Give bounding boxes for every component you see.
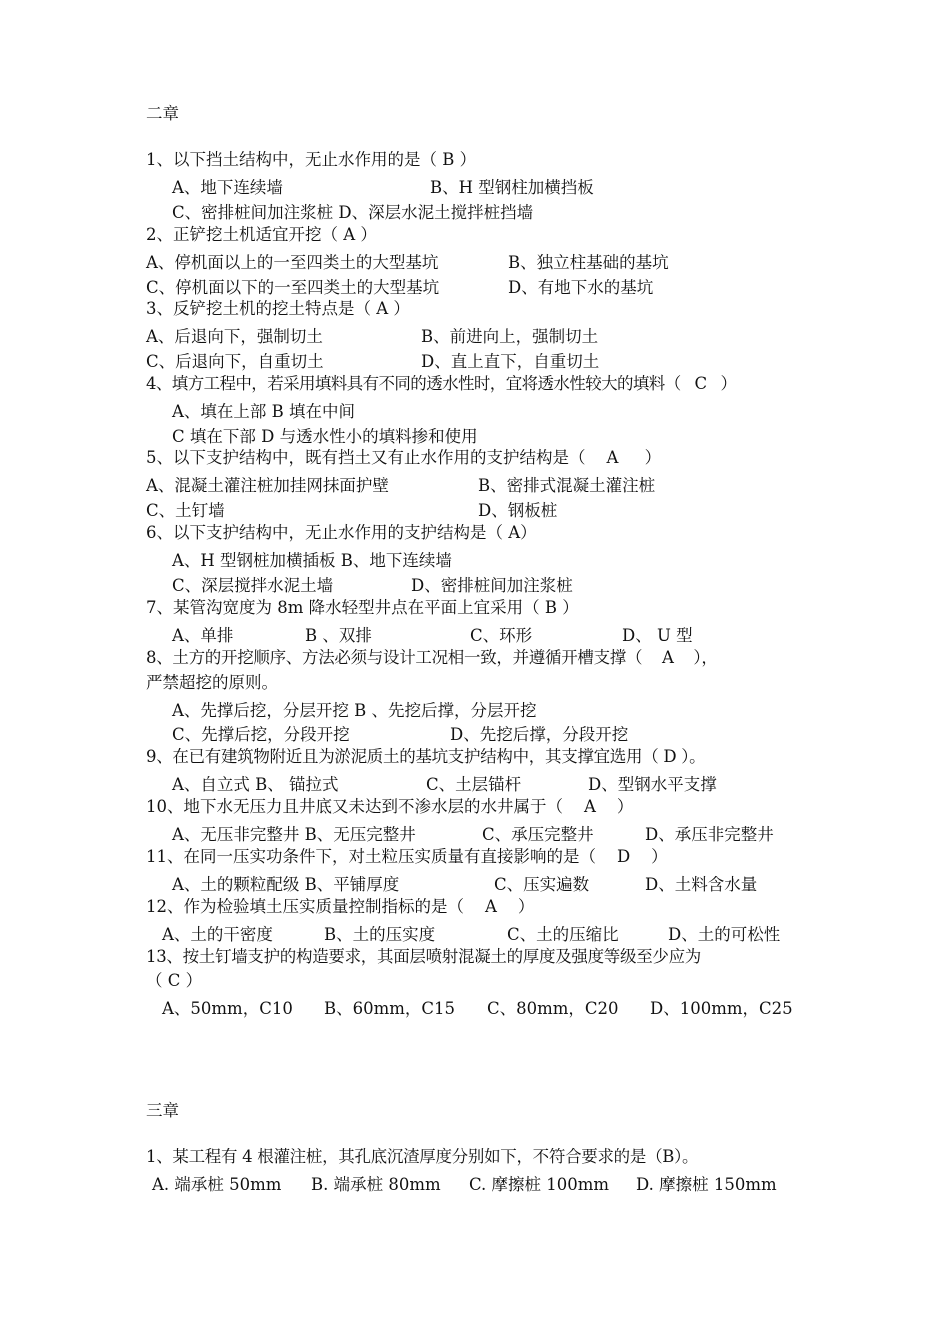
question-2-1-option-a: A、地下连续墙 bbox=[172, 178, 283, 197]
question-2-3-option-b: B、前进向上，强制切土 bbox=[421, 327, 599, 346]
chapter-2-heading: 二章 bbox=[146, 104, 179, 123]
question-2-8-option-ab: A、先撑后挖，分层开挖 B 、先挖后撑，分层开挖 bbox=[172, 701, 537, 720]
question-2-11-option-ab: A、土的颗粒配级 B、平铺厚度 bbox=[172, 875, 400, 894]
question-2-3-option-d: D、直上直下，自重切土 bbox=[421, 352, 600, 371]
question-2-10-option-ab: A、无压非完整井 B、无压完整井 bbox=[172, 825, 416, 844]
question-2-10-option-d: D、承压非完整井 bbox=[645, 825, 774, 844]
question-2-4-stem: 4、填方工程中，若采用填料具有不同的透水性时，宜将透水性较大的填料（ C ） bbox=[146, 374, 737, 393]
question-2-12-stem: 12、作为检验填土压实质量控制指标的是（ A ） bbox=[146, 897, 535, 916]
question-2-13-stem-continued: （ C ） bbox=[146, 971, 203, 990]
question-3-1-option-d: D. 摩擦桩 150mm bbox=[636, 1175, 777, 1194]
question-2-8-stem-continued: 严禁超挖的原则。 bbox=[146, 673, 278, 692]
question-2-4-option-cd: C 填在下部 D 与透水性小的填料掺和使用 bbox=[172, 427, 478, 446]
question-2-13-option-b: B、60mm，C15 bbox=[324, 999, 456, 1018]
question-2-13-option-d: D、100mm，C25 bbox=[650, 999, 793, 1018]
question-2-12-option-b: B、土的压实度 bbox=[324, 925, 436, 944]
question-2-7-stem: 7、某管沟宽度为 8m 降水轻型井点在平面上宜采用（ B ） bbox=[146, 598, 579, 617]
question-2-12-option-a: A、土的干密度 bbox=[162, 925, 273, 944]
question-2-2-option-a: A、停机面以上的一至四类土的大型基坑 bbox=[146, 253, 439, 272]
question-2-9-option-ab: A、自立式 B、 锚拉式 bbox=[172, 775, 339, 794]
question-2-5-stem: 5、以下支护结构中，既有挡土又有止水作用的支护结构是（ A ） bbox=[146, 448, 662, 467]
question-2-11-option-c: C、压实遍数 bbox=[494, 875, 590, 894]
question-2-12-option-d: D、土的可松性 bbox=[668, 925, 781, 944]
chapter-3-heading: 三章 bbox=[146, 1101, 179, 1120]
question-2-7-option-d: D、 U 型 bbox=[622, 626, 693, 645]
question-2-9-option-c: C、土层锚杆 bbox=[426, 775, 522, 794]
question-2-6-option-ab: A、H 型钢桩加横插板 B、地下连续墙 bbox=[172, 551, 452, 570]
question-2-12-option-c: C、土的压缩比 bbox=[507, 925, 619, 944]
question-2-7-option-a: A、单排 bbox=[172, 626, 234, 645]
question-2-3-option-a: A、后退向下，强制切土 bbox=[146, 327, 323, 346]
question-2-10-stem: 10、地下水无压力且井底又未达到不渗水层的水井属于（ A ） bbox=[146, 797, 634, 816]
question-2-8-option-d: D、先挖后撑，分段开挖 bbox=[450, 725, 629, 744]
question-3-1-option-c: C. 摩擦桩 100mm bbox=[469, 1175, 610, 1194]
question-2-13-stem: 13、按土钉墙支护的构造要求，其面层喷射混凝土的厚度及强度等级至少应为 bbox=[146, 947, 701, 966]
question-3-1-option-a: A. 端承桩 50mm bbox=[152, 1175, 282, 1194]
question-3-1-option-b: B. 端承桩 80mm bbox=[311, 1175, 441, 1194]
question-2-9-stem: 9、在已有建筑物附近且为淤泥质土的基坑支护结构中，其支撑宜选用（ D ）。 bbox=[146, 747, 706, 766]
question-2-1-stem: 1、以下挡土结构中，无止水作用的是（ B ） bbox=[146, 150, 477, 169]
question-2-8-stem: 8、土方的开挖顺序、方法必须与设计工况相一致，并遵循开槽支撑（ A ）， bbox=[146, 648, 718, 667]
question-2-5-option-a: A、混凝土灌注桩加挂网抹面护壁 bbox=[146, 476, 389, 495]
question-2-6-option-c: C、深层搅拌水泥土墙 bbox=[172, 576, 334, 595]
question-2-2-option-d: D、有地下水的基坑 bbox=[508, 278, 654, 297]
question-2-7-option-b: B 、双排 bbox=[305, 626, 372, 645]
question-2-4-option-ab: A、填在上部 B 填在中间 bbox=[172, 402, 356, 421]
question-2-7-option-c: C、环形 bbox=[470, 626, 533, 645]
question-2-5-option-d: D、钢板桩 bbox=[478, 501, 558, 520]
question-2-13-option-a: A、50mm，C10 bbox=[162, 999, 293, 1018]
question-2-8-option-c: C、先撑后挖，分段开挖 bbox=[172, 725, 350, 744]
question-2-5-option-c: C、土钉墙 bbox=[146, 501, 225, 520]
question-2-2-option-c: C、停机面以下的一至四类土的大型基坑 bbox=[146, 278, 440, 297]
question-2-3-option-c: C、后退向下，自重切土 bbox=[146, 352, 324, 371]
question-2-10-option-c: C、承压完整井 bbox=[482, 825, 594, 844]
question-2-2-option-b: B、独立柱基础的基坑 bbox=[508, 253, 669, 272]
question-2-11-option-d: D、土料含水量 bbox=[645, 875, 758, 894]
question-2-1-option-b: B、H 型钢柱加横挡板 bbox=[430, 178, 594, 197]
question-2-11-stem: 11、在同一压实功条件下，对土粒压实质量有直接影响的是（ D ） bbox=[146, 847, 668, 866]
question-2-13-option-c: C、80mm，C20 bbox=[487, 999, 619, 1018]
question-2-5-option-b: B、密排式混凝土灌注桩 bbox=[478, 476, 656, 495]
question-2-2-stem: 2、正铲挖土机适宜开挖（ A ） bbox=[146, 225, 377, 244]
question-2-3-stem: 3、反铲挖土机的挖土特点是（ A ） bbox=[146, 299, 410, 318]
question-2-1-option-cd: C、密排桩间加注浆桩 D、深层水泥土搅拌桩挡墙 bbox=[172, 203, 534, 222]
question-2-6-stem: 6、以下支护结构中，无止水作用的支护结构是（ A） bbox=[146, 523, 537, 542]
question-3-1-stem: 1、某工程有 4 根灌注桩，其孔底沉渣厚度分别如下，不符合要求的是（B）。 bbox=[146, 1147, 699, 1166]
question-2-6-option-d: D、密排桩间加注浆桩 bbox=[411, 576, 573, 595]
question-2-9-option-d: D、型钢水平支撑 bbox=[588, 775, 717, 794]
